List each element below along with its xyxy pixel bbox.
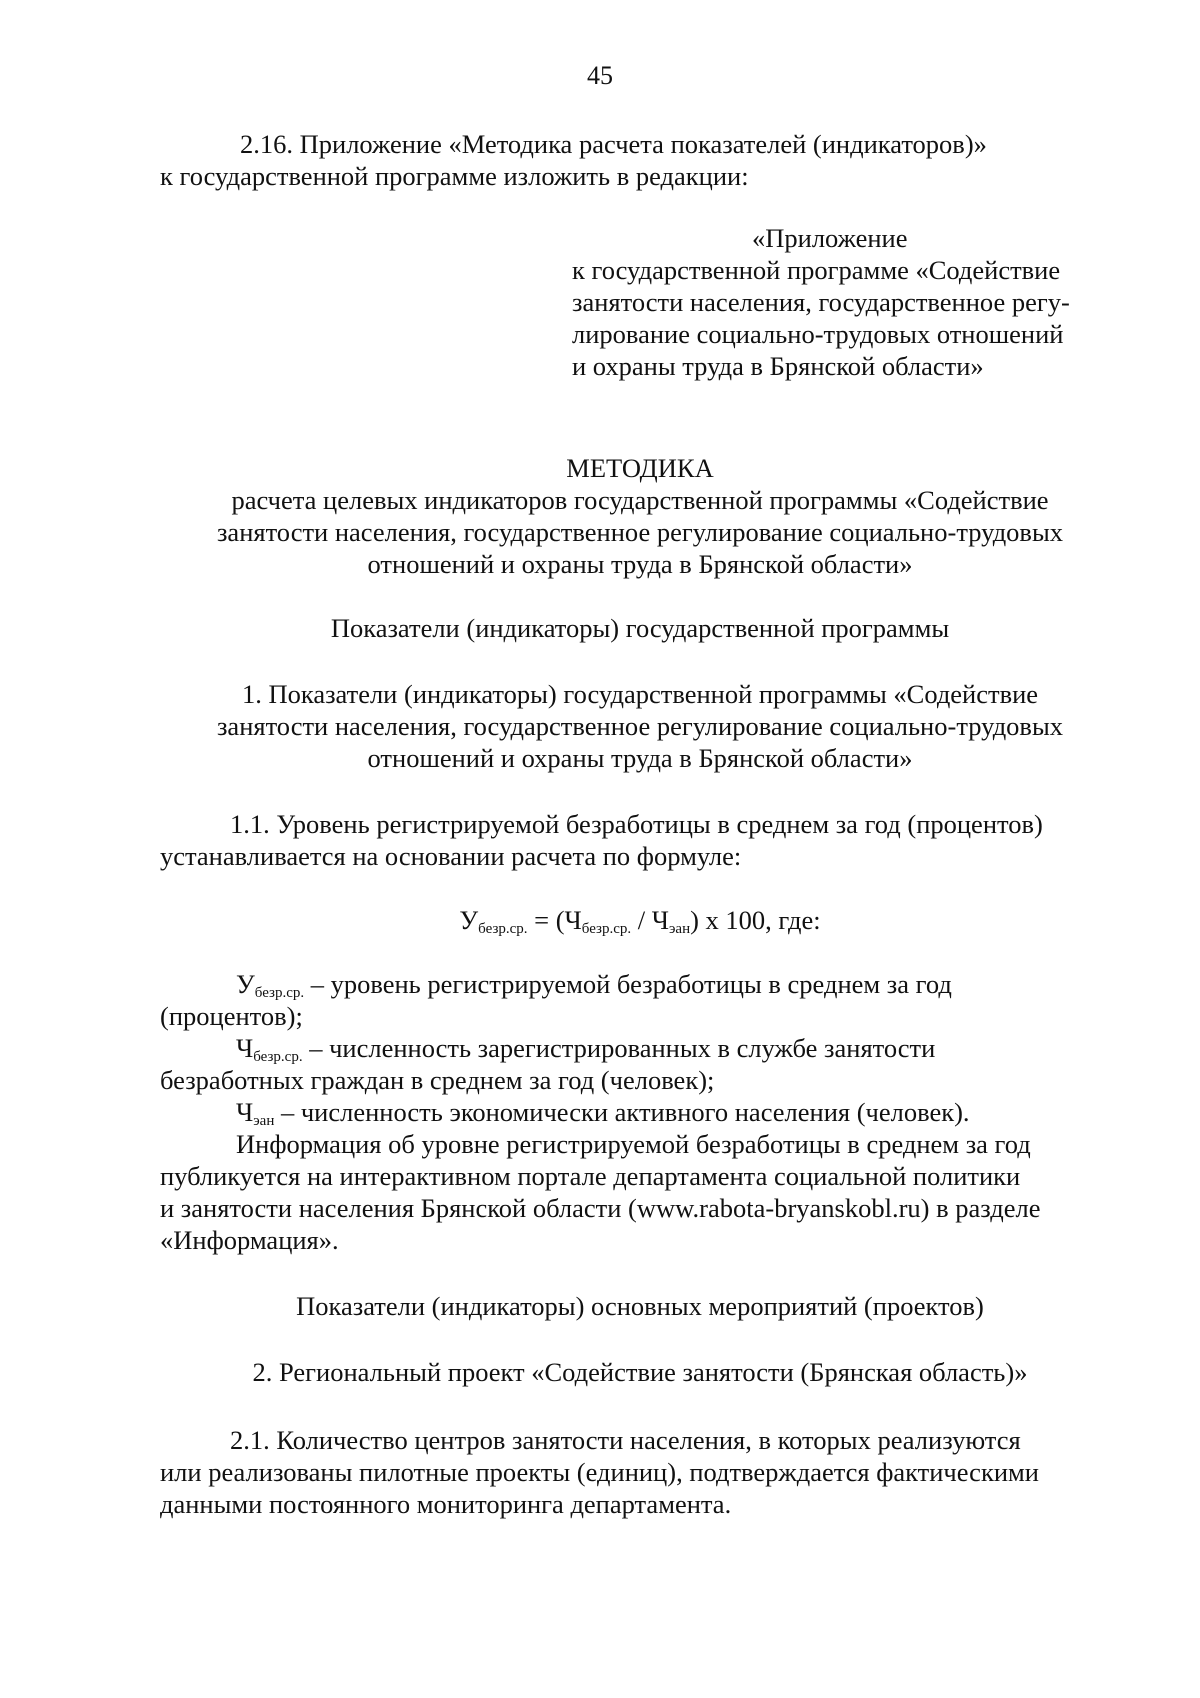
appendix-line2: к государственной программе «Содействие [572,255,1061,285]
def-ch-symbol: Ч [236,1033,254,1063]
para-1-1-line2: устанавливается на основании расчета по формуле: [160,841,742,871]
def-ch-text: – численность зарегистрированных в службе занятости [309,1033,936,1063]
def-zan-symbol: Ч [236,1097,254,1127]
para-2-1-line2: или реализованы пилотные проекты (единиц), подтверждается фактическими [160,1457,1039,1487]
methodology-subtitle-line2: занятости населения, государственное регулирование социально-трудовых [216,517,1064,547]
heading-1-line1: 1. Показатели (индикаторы) государственной программы «Содействие [241,679,1039,709]
para-1-1 [160,808,1120,872]
def-ch-line1 [160,1032,1120,1064]
appendix-line5: и охраны труда в Брянской области» [572,351,984,381]
heading-activities: Показатели (индикаторы) основных мероприятий (проектов) [296,1291,984,1321]
para-1-1-line1: 1.1. Уровень регистрируемой безработицы в среднем за год (процентов) [230,809,1043,839]
def-u-line1 [160,968,1120,1000]
appendix-line1: «Приложение [752,223,908,253]
para-2-1 [160,1424,1120,1520]
formula-div: / Ч [631,905,669,935]
para-2-1-line1: 2.1. Количество центров занятости населения, в которых реализуются [230,1425,1021,1455]
heading-1-line3: отношений и охраны труда в Брянской области» [367,743,913,773]
info-line2: публикуется на интерактивном портале департамента социальной политики [160,1161,1021,1191]
def-ch-sub: безр.ср. [253,1049,303,1065]
info-line3: и занятости населения Брянской области (www.rabota-bryanskobl.ru) в разделе [160,1193,1041,1223]
formula-ch-sub: безр.ср. [581,921,632,937]
heading-1 [160,678,1120,774]
info-para [160,1128,1120,1256]
info-line4: «Информация». [160,1225,339,1255]
def-u-symbol: У [236,969,255,999]
heading-program-indicators: Показатели (индикаторы) государственной программы [330,613,950,643]
methodology-title: МЕТОДИКА [566,453,714,483]
def-u-line2: (процентов); [160,1001,303,1031]
para-2-1-line3: данными постоянного мониторинга департамента. [160,1489,732,1519]
section-2-16 [160,128,1120,192]
def-u-sub: безр.ср. [254,985,305,1001]
appendix-block [572,222,1112,382]
section-2-16-line2: к государственной программе изложить в редакции: [160,161,749,191]
heading-2: 2. Региональный проект «Содействие занятости (Брянская область)» [252,1357,1028,1387]
formula-tail: ) х 100, где: [690,905,821,935]
formula [160,904,1120,936]
methodology-subtitle-line1: расчета целевых индикаторов государственной программы «Содействие [231,485,1049,515]
page-number: 45 [587,61,613,90]
formula-zan-sub: эан [668,921,691,937]
formula-u: У [459,905,479,935]
def-ch-line2: безработных граждан в среднем за год (человек); [160,1065,715,1095]
methodology-subtitle-line3: отношений и охраны труда в Брянской области» [367,549,913,579]
heading-1-line2: занятости населения, государственное регулирование социально-трудовых [216,711,1064,741]
def-u-text: – уровень регистрируемой безработицы в среднем за год [310,969,952,999]
appendix-line4: лирование социально-трудовых отношений [572,319,1064,349]
formula-u-sub: безр.ср. [478,921,528,937]
info-line1: Информация об уровне регистрируемой безработицы в среднем за год [236,1129,1031,1159]
formula-eq: = (Ч [527,905,582,935]
def-zan-text: – численность экономически активного населения (человек). [274,1097,970,1127]
definitions [160,968,1120,1128]
appendix-line3: занятости населения, государственное регу- [572,287,1070,317]
def-zan-sub: эан [253,1113,275,1129]
methodology-subtitle [160,484,1120,580]
def-zan-line [160,1096,1120,1128]
section-2-16-line1: 2.16. Приложение «Методика расчета показателей (индикаторов)» [240,129,987,159]
